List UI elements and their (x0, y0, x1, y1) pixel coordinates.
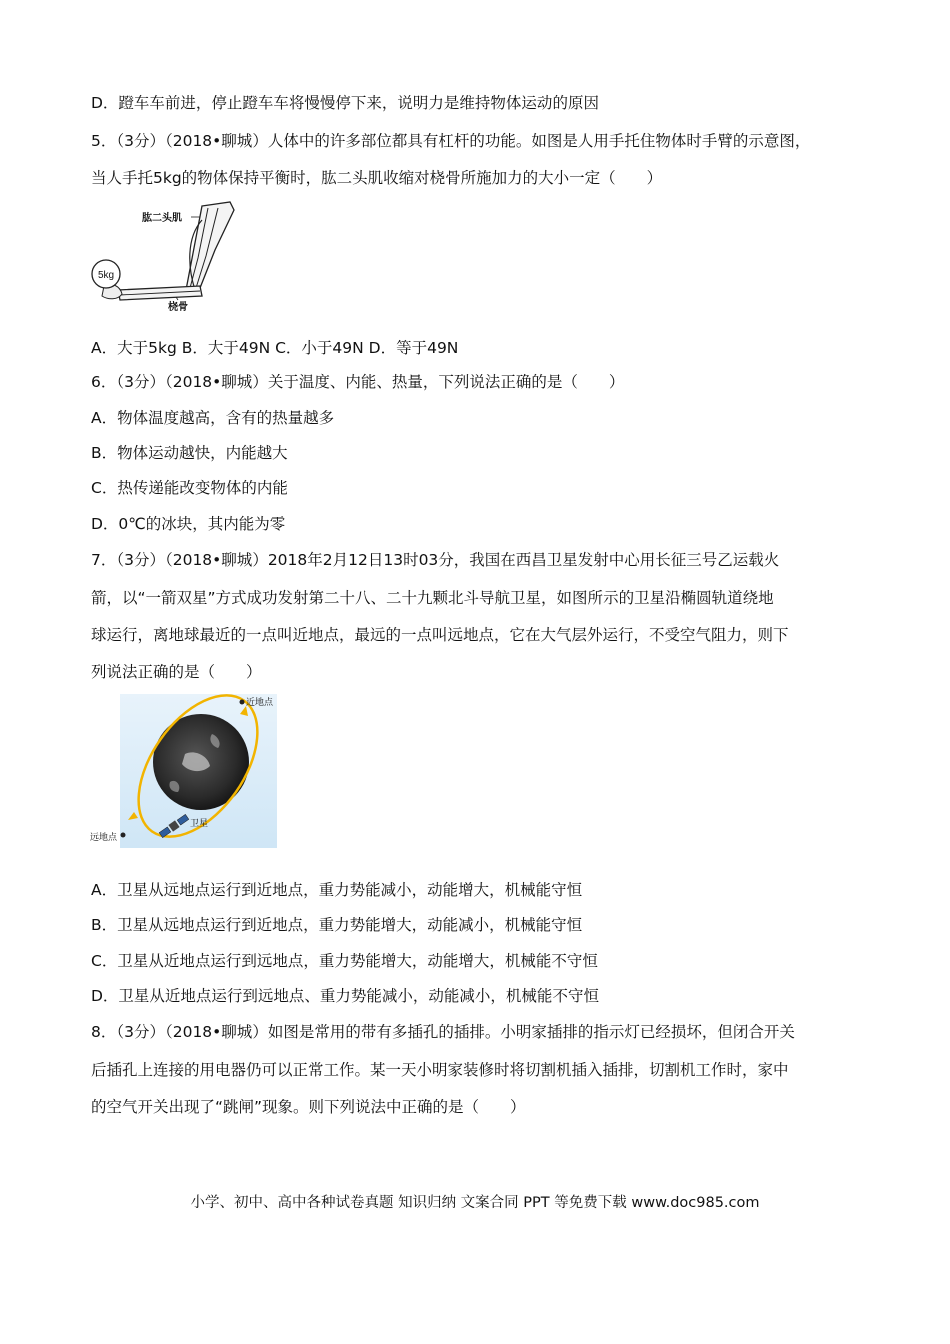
q8-stem-line2: 后插孔上连接的用电器仍可以正常工作。某一天小明家装修时将切割机插入插排，切割机工作时，家中 (91, 1061, 789, 1079)
q8-stem-line3: 的空气开关出现了“跳闸”现象。则下列说法中正确的是（ ） (91, 1098, 526, 1116)
q7-stem-line2: 箭，以“一箭双星”方式成功发射第二十八、二十九颗北斗导航卫星，如图所示的卫星沿椭圆轨道绕地 (91, 589, 774, 607)
q7-option-c: C．卫星从近地点运行到远地点，重力势能增大，动能增大，机械能不守恒 (91, 952, 598, 970)
arm-lever-figure (90, 198, 240, 318)
q6-option-b: B．物体运动越快，内能越大 (91, 444, 288, 462)
q6-stem: 6．（3分）（2018•聊城）关于温度、内能、热量，下列说法正确的是（ ） (91, 373, 625, 391)
q6-option-d: D．0℃的冰块，其内能为零 (91, 515, 286, 533)
q7-stem-line1: 7．（3分）（2018•聊城）2018年2月12日13时03分，我国在西昌卫星发射中心用长征三号乙运载火 (91, 551, 780, 569)
q4-option-d: D．蹬车车前进，停止蹬车车将慢慢停下来，说明力是维持物体运动的原因 (91, 94, 599, 112)
page-footer: 小学、初中、高中各种试卷真题 知识归纳 文案合同 PPT 等免费下载 www.doc985.com (190, 1195, 760, 1211)
q7-stem-line4: 列说法正确的是（ ） (91, 663, 262, 681)
q5-stem-line1: 5．（3分）（2018•聊城）人体中的许多部位都具有杠杆的功能。如图是人用手托住物体时手臂的示意图， (91, 132, 811, 150)
q6-option-a: A．物体温度越高，含有的热量越多 (91, 409, 335, 427)
q7-option-a: A．卫星从远地点运行到近地点，重力势能减小，动能增大，机械能守恒 (91, 881, 583, 899)
q5-stem-line2: 当人手托5kg的物体保持平衡时，肱二头肌收缩对桡骨所施加力的大小一定（ ） (91, 169, 663, 187)
q8-stem-line1: 8．（3分）（2018•聊城）如图是常用的带有多插孔的插排。小明家插排的指示灯已经损坏，但闭合开关 (91, 1023, 795, 1041)
q7-option-b: B．卫星从远地点运行到近地点，重力势能增大，动能减小，机械能守恒 (91, 916, 583, 934)
biceps-label: 肱二头肌 (142, 213, 182, 224)
satellite-label: 卫星 (190, 819, 209, 829)
radius-bone-label: 桡骨 (168, 302, 188, 313)
perigee-label: 近地点 (246, 698, 274, 708)
apogee-label: 远地点 (90, 833, 118, 843)
q5-options: A．大于5kg B．大于49N C．小于49N D．等于49N (91, 339, 459, 357)
q7-option-d: D．卫星从近地点运行到远地点、重力势能减小，动能减小，机械能不守恒 (91, 987, 599, 1005)
satellite-orbit-figure (90, 694, 277, 848)
q6-option-c: C．热传递能改变物体的内能 (91, 479, 288, 497)
q7-stem-line3: 球运行，离地球最近的一点叫近地点，最远的一点叫远地点，它在大气层外运行，不受空气阻力，则下 (91, 626, 789, 644)
weight-label: 5kg (97, 270, 115, 281)
